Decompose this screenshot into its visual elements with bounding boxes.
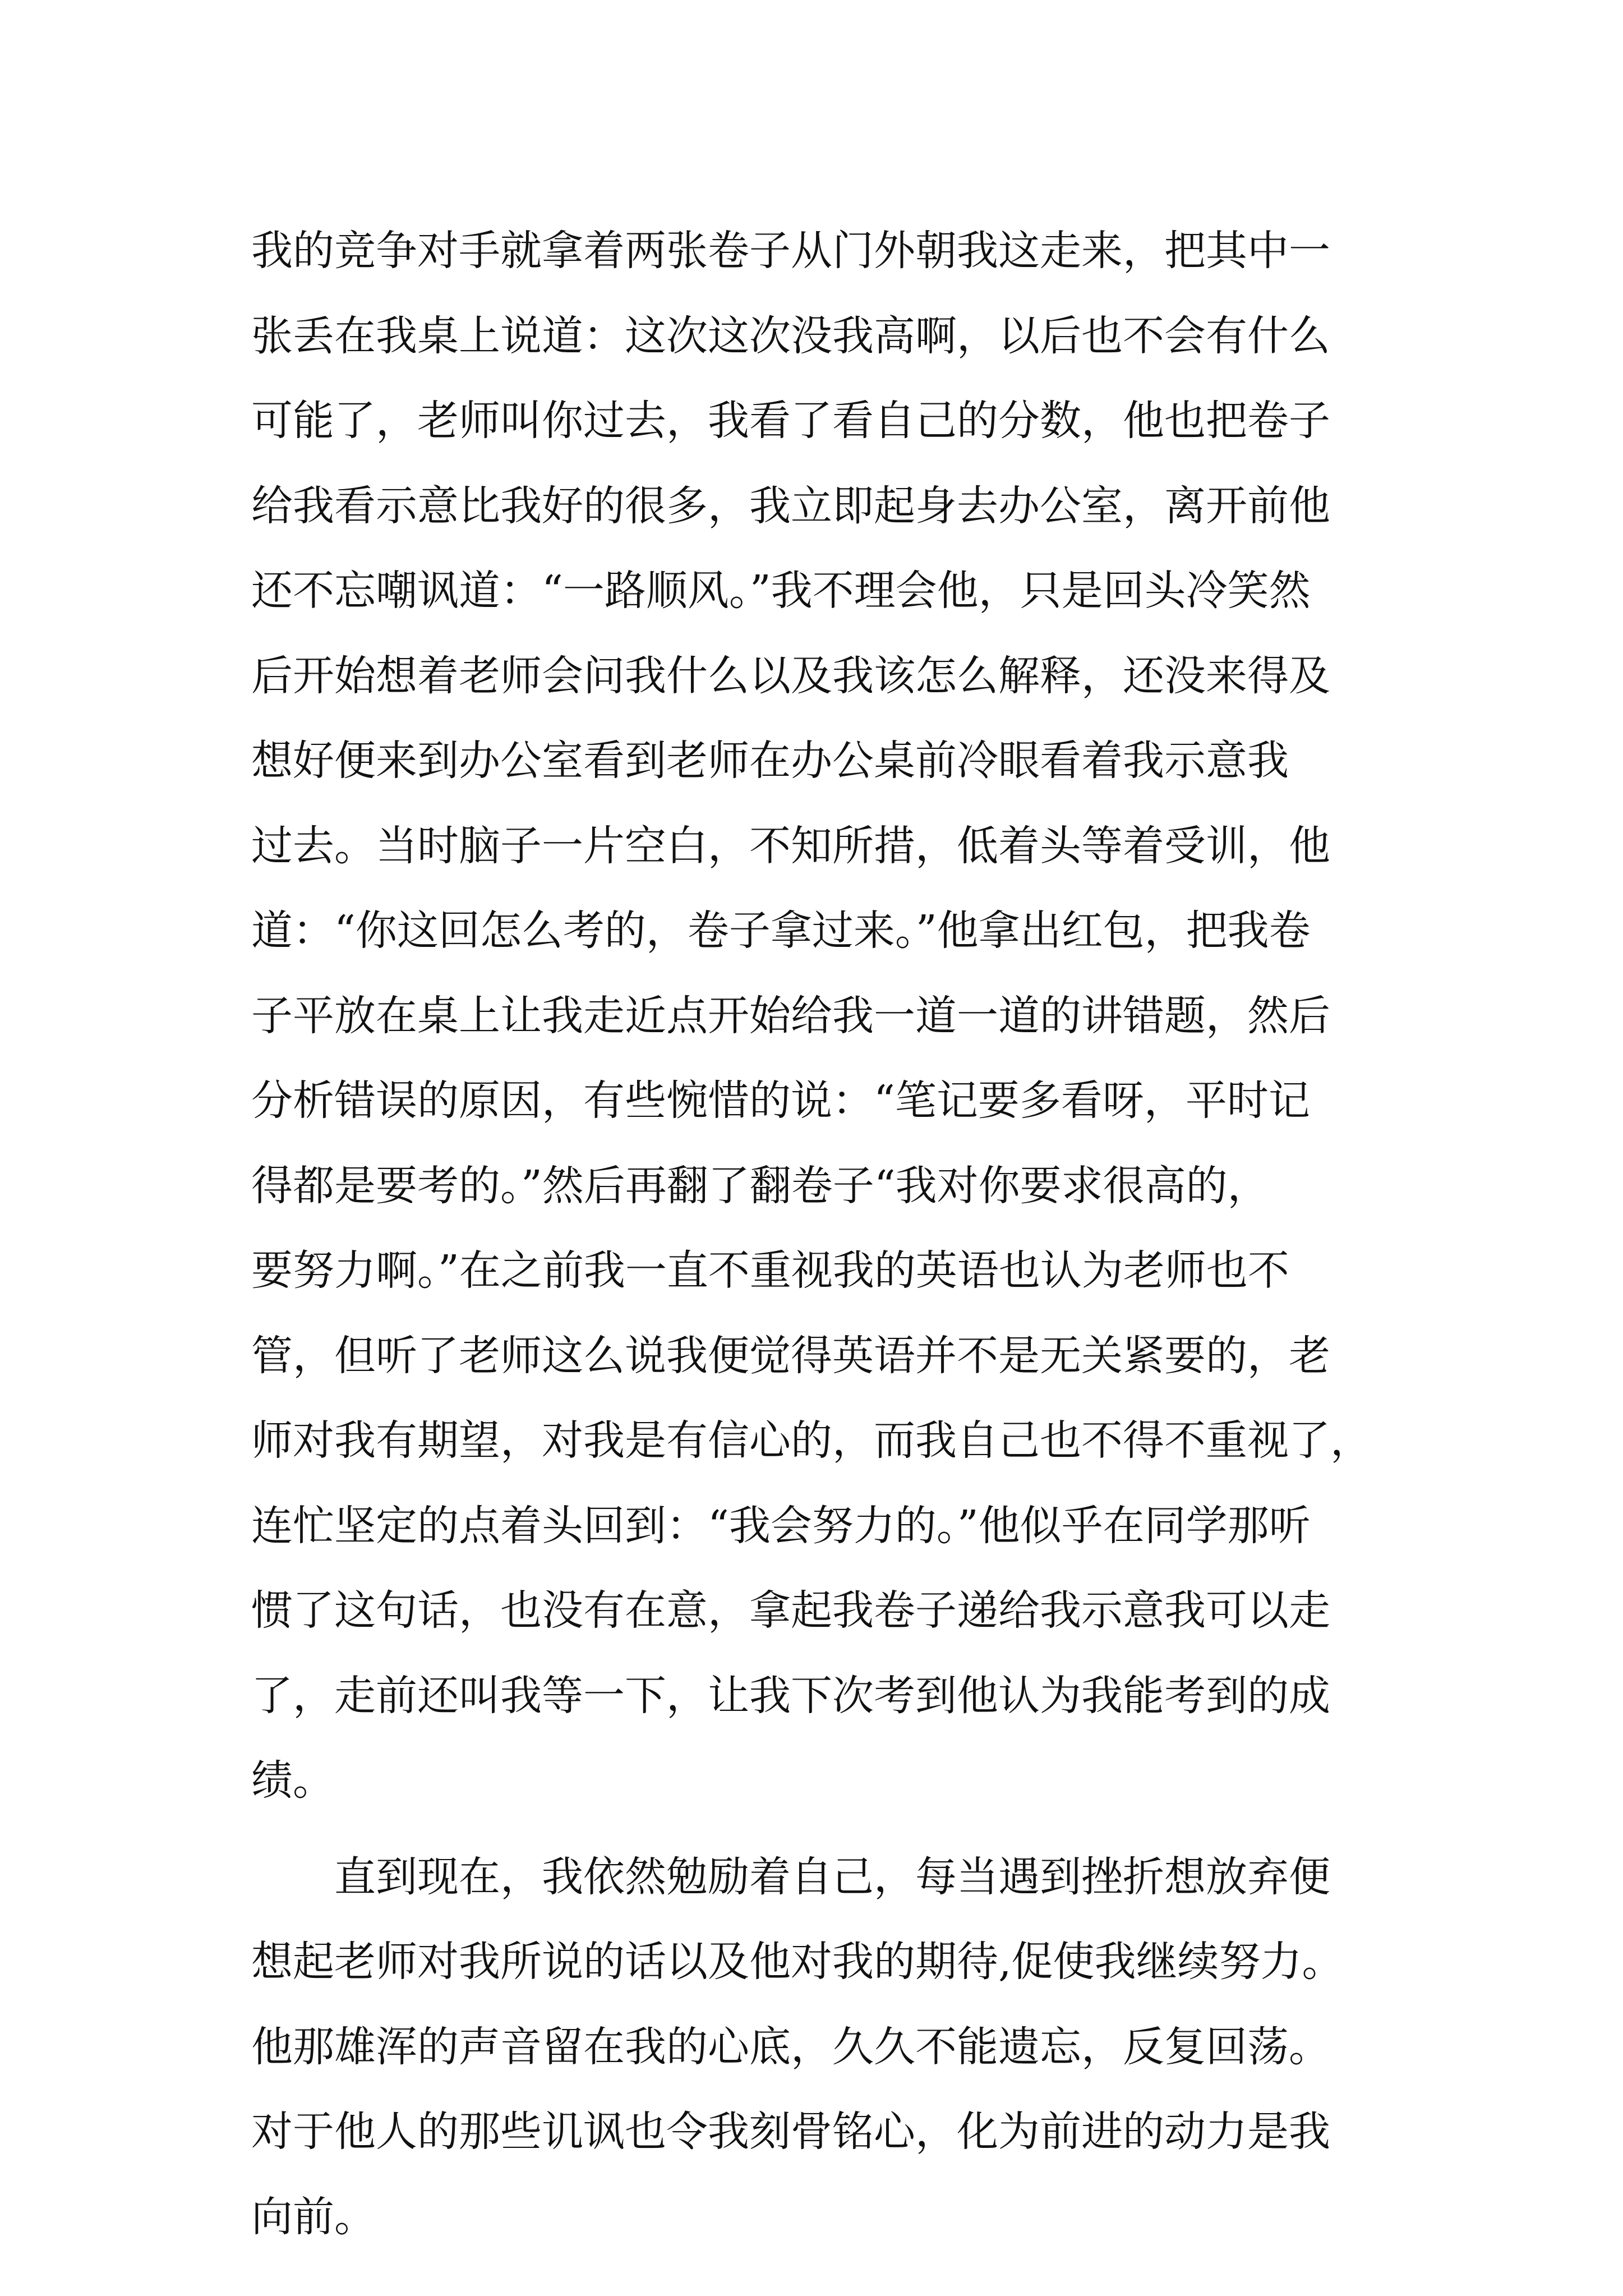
text-line: 想好便来到办公室看到老师在办公桌前冷眼看着我示意我: [251, 737, 1289, 785]
text-line: 了，走前还叫我等一下，让我下次考到他认为我能考到的成: [251, 1671, 1330, 1720]
text-line: 管，但听了老师这么说我便觉得英语并不是无关紧要的，老: [251, 1331, 1330, 1380]
text-line: 惯了这句话，也没有在意，拿起我卷子递给我示意我可以走: [251, 1586, 1330, 1635]
text-line: 绩。: [251, 1756, 334, 1805]
text-line: 子平放在桌上让我走近点开始给我一道一道的讲错题，然后: [251, 991, 1330, 1040]
text-line: 要努力啊。”在之前我一直不重视我的英语也认为老师也不: [251, 1246, 1289, 1295]
text-line: 得都是要考的。”然后再翻了翻卷子“我对你要求很高的，: [251, 1161, 1269, 1210]
text-line: 他那雄浑的声音留在我的心底，久久不能遗忘，反复回荡。: [251, 2022, 1330, 2071]
body-text: [251, 209, 1395, 2260]
text-line: 后开始想着老师会问我什么以及我该怎么解释，还没来得及: [251, 651, 1330, 700]
text-line: 给我看示意比我好的很多，我立即起身去办公室，离开前他: [251, 481, 1330, 530]
text-line: 过去。当时脑子一片空白，不知所措，低着头等着受训，他: [251, 821, 1330, 870]
text-line: 想起老师对我所说的话以及他对我的期待,促使我继续努力。: [251, 1938, 1344, 1986]
text-line: 可能了，老师叫你过去，我看了看自己的分数，他也把卷子: [251, 397, 1330, 445]
text-line: 分析错误的原因，有些惋惜的说：“笔记要多看呀，平时记: [251, 1076, 1310, 1125]
text-line: 还不忘嘲讽道：“一路顺风。”我不理会他，只是回头冷笑然: [251, 567, 1311, 615]
text-line: 直到现在，我依然勉励着自己，每当遇到挫折想放弃便: [334, 1852, 1330, 1901]
paragraph-2: [251, 1835, 1395, 2260]
paragraph-spacer: [251, 1824, 1395, 1835]
text-line: 对于他人的那些讥讽也令我刻骨铭心，化为前进的动力是我: [251, 2108, 1330, 2156]
text-line: 向前。: [251, 2192, 376, 2241]
paragraph-1: [251, 209, 1395, 1824]
text-line: 连忙坚定的点着头回到：“我会努力的。”他似乎在同学那听: [251, 1501, 1311, 1550]
text-line: 道：“你这回怎么考的，卷子拿过来。”他拿出红包，把我卷: [251, 907, 1311, 955]
text-line: 师对我有期望，对我是有信心的，而我自己也不得不重视了，: [251, 1416, 1372, 1465]
text-line: 我的竞争对手就拿着两张卷子从门外朝我这走来，把其中一: [251, 227, 1330, 275]
text-line: 张丢在我桌上说道：这次这次没我高啊，以后也不会有什么: [251, 311, 1330, 360]
